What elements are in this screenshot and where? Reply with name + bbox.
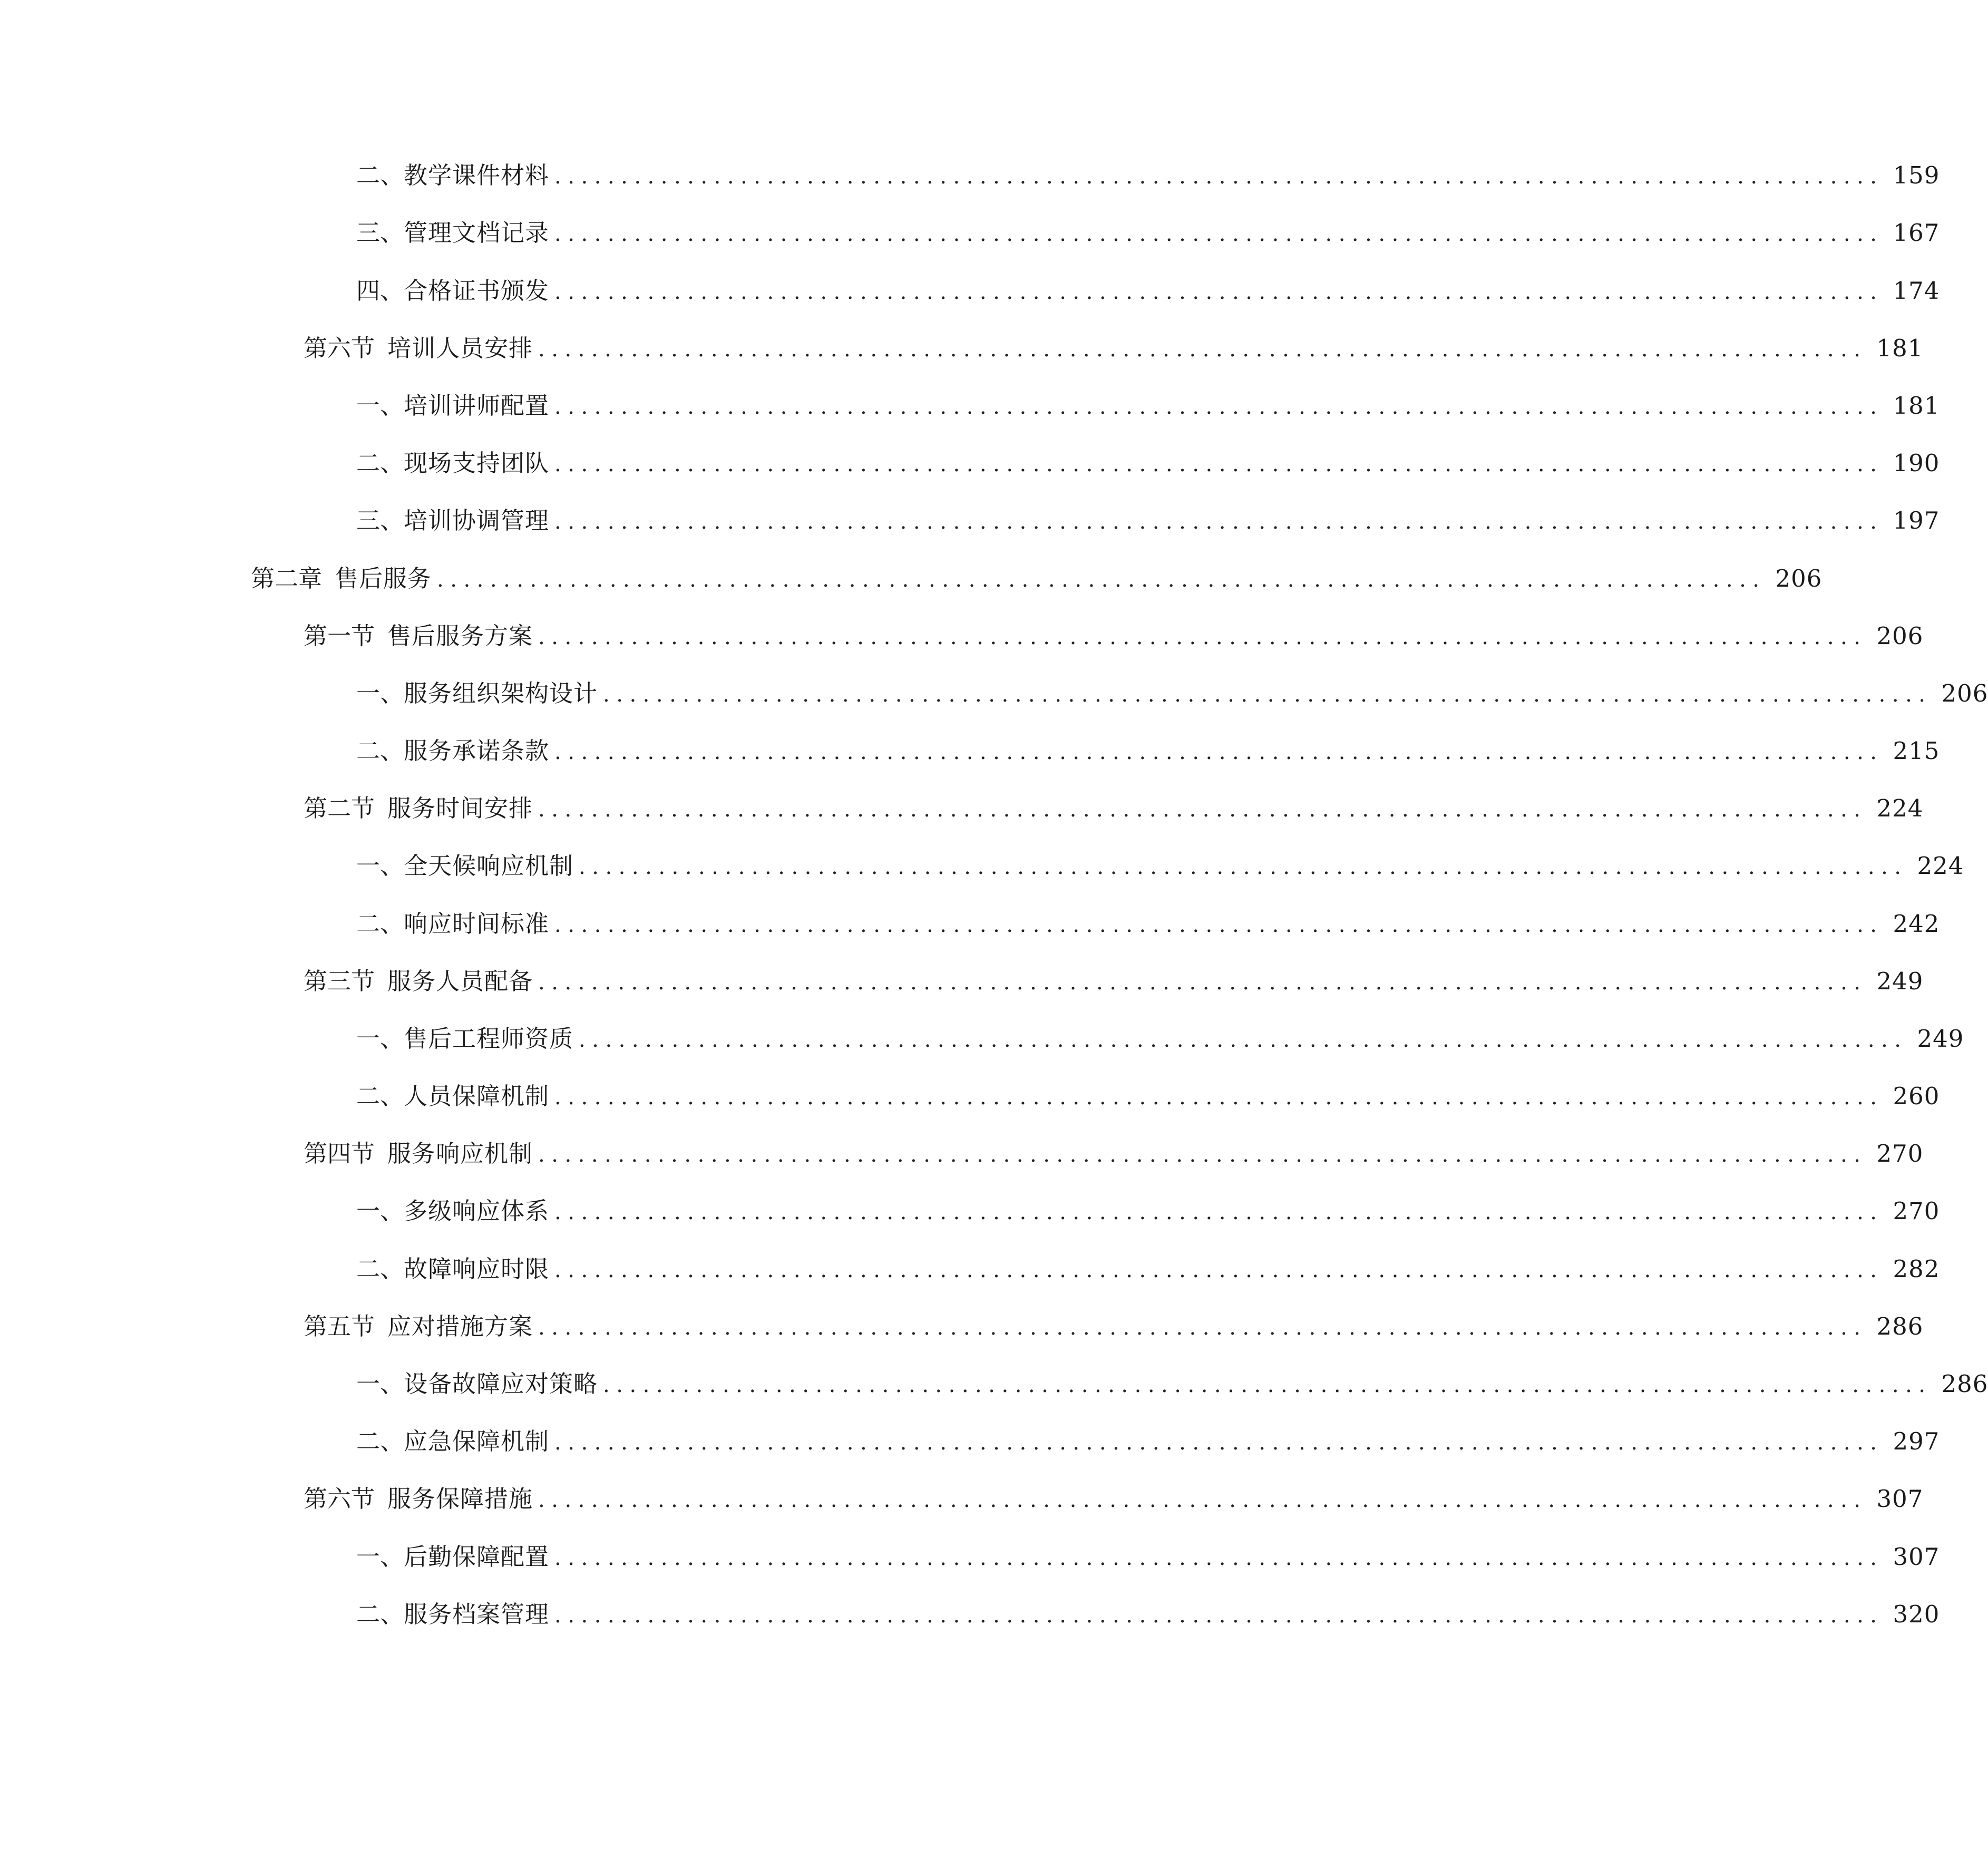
toc-entry-number: 一、 [356, 1025, 404, 1053]
toc-entry-title: 多级响应体系 [404, 1197, 550, 1225]
toc-entry-page-number: 167 [1893, 219, 1940, 247]
toc-entry-number: 二、 [356, 1427, 404, 1455]
toc-entry-body [356, 1593, 1940, 1637]
toc-entry-page-number: 215 [1893, 737, 1940, 765]
toc-entry-item[interactable] [0, 1593, 1940, 1636]
toc-entry-title: 应对措施方案 [387, 1312, 533, 1340]
toc-entry-body [356, 154, 1940, 198]
toc-entry-section[interactable] [0, 327, 1924, 369]
toc-entry-number: 第四节 [304, 1140, 375, 1167]
toc-entry-item[interactable] [0, 1018, 1964, 1060]
toc-entry-number: 第二节 [304, 794, 375, 822]
toc-entry-number: 二、 [356, 1082, 404, 1110]
toc-dot-leader: .................................................................................................... [538, 1488, 1867, 1512]
toc-dot-leader: .................................................................................................... [554, 164, 1884, 189]
toc-entry-item[interactable] [0, 442, 1940, 484]
toc-entry-page-number: 286 [1876, 1312, 1924, 1340]
toc-entry-title: 服务保障措施 [387, 1485, 533, 1513]
toc-dot-leader: .................................................................................................... [554, 1430, 1884, 1455]
toc-entry-body [304, 1133, 1924, 1176]
toc-entry-number: 第六节 [304, 1485, 375, 1513]
toc-entry-number: 二、 [356, 161, 404, 189]
toc-dot-leader: .................................................................................................... [579, 855, 1908, 879]
toc-entry-number: 一、 [356, 1370, 404, 1398]
toc-entry-title: 人员保障机制 [404, 1082, 550, 1110]
toc-entry-number: 二、 [356, 1255, 404, 1283]
toc-entry-section[interactable] [0, 1478, 1924, 1520]
toc-entry-page-number: 197 [1893, 507, 1940, 534]
toc-entry-number: 一、 [356, 1543, 404, 1571]
toc-entry-title: 服务响应机制 [387, 1140, 533, 1167]
toc-dot-leader: .................................................................................................... [538, 970, 1867, 995]
toc-dot-leader: .................................................................................................... [554, 395, 1884, 419]
toc-entry-item[interactable] [0, 1248, 1940, 1290]
toc-dot-leader: .................................................................................................... [579, 1028, 1908, 1052]
toc-entry-page-number: 224 [1876, 794, 1924, 822]
toc-entry-section[interactable] [0, 1133, 1924, 1175]
toc-entry-page-number: 260 [1893, 1082, 1940, 1110]
toc-dot-leader: .................................................................................................... [554, 452, 1884, 476]
toc-dot-leader: .................................................................................................... [554, 913, 1884, 937]
toc-entry-title: 服务人员配备 [387, 967, 533, 995]
toc-entry-item[interactable] [0, 1420, 1940, 1463]
toc-dot-leader: .................................................................................................... [554, 1200, 1884, 1224]
toc-entry-body [356, 845, 1964, 888]
toc-entry-item[interactable] [0, 500, 1940, 542]
toc-entry-number: 第三节 [304, 967, 375, 995]
toc-entry-title: 现场支持团队 [404, 449, 550, 477]
toc-entry-page-number: 181 [1893, 392, 1940, 420]
toc-entry-body [356, 1190, 1940, 1233]
toc-dot-leader: .................................................................................................... [603, 1373, 1932, 1397]
toc-entry-body [356, 730, 1940, 773]
toc-entry-title: 培训协调管理 [404, 507, 550, 534]
toc-entry-number: 一、 [356, 679, 404, 707]
toc-entry-number: 第二章 [251, 565, 323, 592]
toc-entry-title: 培训讲师配置 [404, 392, 550, 420]
toc-entry-section[interactable] [0, 960, 1924, 1003]
toc-entry-title: 故障响应时限 [404, 1255, 550, 1283]
toc-entry-body [356, 1536, 1940, 1579]
toc-entry-page-number: 249 [1876, 967, 1924, 995]
toc-entry-number: 第一节 [304, 622, 375, 650]
toc-entry-item[interactable] [0, 154, 1940, 197]
toc-entry-page-number: 206 [1876, 622, 1924, 650]
toc-entry-title: 管理文档记录 [404, 219, 550, 247]
toc-entry-page-number: 224 [1917, 852, 1964, 880]
toc-entry-item[interactable] [0, 385, 1940, 427]
toc-entry-title: 售后服务方案 [387, 622, 533, 650]
toc-dot-leader: .................................................................................................... [437, 568, 1766, 592]
toc-dot-leader: .................................................................................................... [554, 510, 1884, 534]
toc-dot-leader: .................................................................................................... [538, 625, 1867, 649]
toc-entry-page-number: 242 [1893, 910, 1940, 938]
toc-entry-page-number: 307 [1876, 1485, 1924, 1513]
toc-entry-number: 二、 [356, 737, 404, 765]
toc-entry-page-number: 159 [1893, 161, 1940, 189]
toc-entry-body [356, 1420, 1940, 1464]
toc-entry-body [304, 1478, 1924, 1521]
toc-entry-body [304, 327, 1924, 371]
toc-entry-title: 售后服务 [335, 565, 432, 592]
toc-entry-body [304, 1306, 1924, 1349]
toc-entry-item[interactable] [0, 1536, 1940, 1578]
toc-entry-title: 全天候响应机制 [404, 852, 574, 880]
toc-entry-body [304, 960, 1924, 1004]
toc-entry-item[interactable] [0, 212, 1940, 254]
toc-entry-page-number: 174 [1893, 277, 1940, 305]
toc-entry-item[interactable] [0, 1075, 1940, 1117]
toc-entry-title: 服务承诺条款 [404, 737, 550, 765]
toc-entry-title: 服务档案管理 [404, 1600, 550, 1628]
toc-entry-body [356, 673, 1988, 716]
toc-entry-number: 一、 [356, 852, 404, 880]
toc-entry-page-number: 206 [1941, 679, 1988, 707]
toc-entry-item[interactable] [0, 845, 1964, 887]
toc-dot-leader: .................................................................................................... [603, 683, 1932, 707]
toc-entry-number: 第六节 [304, 334, 375, 362]
toc-dot-leader: .................................................................................................... [554, 280, 1884, 304]
toc-entry-page-number: 181 [1876, 334, 1924, 362]
toc-entry-page-number: 320 [1893, 1600, 1940, 1628]
toc-entry-page-number: 282 [1893, 1255, 1940, 1283]
toc-entry-page-number: 286 [1941, 1370, 1988, 1398]
toc-entry-number: 二、 [356, 1600, 404, 1628]
toc-entry-body [356, 1248, 1940, 1291]
toc-entry-number: 一、 [356, 392, 404, 420]
toc-entry-title: 售后工程师资质 [404, 1025, 574, 1053]
toc-entry-title: 设备故障应对策略 [404, 1370, 598, 1398]
toc-entry-title: 教学课件材料 [404, 161, 550, 189]
toc-entry-item[interactable] [0, 903, 1940, 945]
toc-entry-number: 第五节 [304, 1312, 375, 1340]
toc-entry-title: 培训人员安排 [387, 334, 533, 362]
toc-entry-number: 二、 [356, 910, 404, 938]
toc-dot-leader: .................................................................................................... [538, 797, 1867, 822]
toc-entry-page-number: 270 [1893, 1197, 1940, 1225]
toc-entry-page-number: 297 [1893, 1427, 1940, 1455]
toc-entry-body [356, 1363, 1988, 1406]
toc-entry-item[interactable] [0, 673, 1988, 715]
toc-entry-item[interactable] [0, 1190, 1940, 1232]
toc-entry-body [356, 903, 1940, 946]
toc-entry-body [356, 442, 1940, 485]
toc-dot-leader: .................................................................................................... [538, 337, 1867, 362]
toc-entry-body [356, 1018, 1964, 1061]
toc-entry-title: 服务组织架构设计 [404, 679, 598, 707]
toc-entry-item[interactable] [0, 1363, 1988, 1405]
toc-entry-page-number: 206 [1775, 565, 1823, 592]
toc-entry-body [251, 558, 1823, 601]
toc-entry-page-number: 270 [1876, 1140, 1924, 1167]
toc-entry-number: 三、 [356, 507, 404, 534]
toc-entry-section[interactable] [0, 787, 1924, 830]
toc-entry-body [356, 1075, 1940, 1118]
toc-entry-body [356, 270, 1940, 313]
toc-dot-leader: .................................................................................................... [554, 1603, 1884, 1628]
toc-entry-title: 应急保障机制 [404, 1427, 550, 1455]
toc-entry-body [356, 500, 1940, 543]
toc-dot-leader: .................................................................................................... [554, 222, 1884, 246]
toc-entry-number: 一、 [356, 1197, 404, 1225]
toc-entry-number: 三、 [356, 219, 404, 247]
toc-dot-leader: .................................................................................................... [554, 740, 1884, 764]
toc-entry-title: 响应时间标准 [404, 910, 550, 938]
toc-entry-page-number: 249 [1917, 1025, 1964, 1053]
toc-entry-section[interactable] [0, 615, 1924, 657]
toc-entry-title: 合格证书颁发 [404, 277, 550, 305]
toc-entry-body [356, 385, 1940, 428]
toc-dot-leader: .................................................................................................... [538, 1316, 1867, 1340]
toc-entry-page-number: 190 [1893, 449, 1940, 477]
toc-entry-body [304, 615, 1924, 658]
toc-dot-leader: .................................................................................................... [554, 1546, 1884, 1570]
toc-entry-body [356, 212, 1940, 255]
toc-entry-title: 服务时间安排 [387, 794, 533, 822]
toc-entry-item[interactable] [0, 270, 1940, 312]
toc-entry-body [304, 787, 1924, 831]
toc-dot-leader: .................................................................................................... [554, 1258, 1884, 1282]
toc-entry-page-number: 307 [1893, 1543, 1940, 1571]
toc-entry-item[interactable] [0, 730, 1940, 772]
toc-entry-title: 后勤保障配置 [404, 1543, 550, 1571]
toc-entry-chapter[interactable] [0, 558, 1823, 600]
toc-entry-number: 四、 [356, 277, 404, 305]
toc-dot-leader: .................................................................................................... [554, 1085, 1884, 1110]
toc-dot-leader: .................................................................................................... [538, 1143, 1867, 1167]
toc-entry-number: 二、 [356, 449, 404, 477]
toc-entry-section[interactable] [0, 1306, 1924, 1348]
